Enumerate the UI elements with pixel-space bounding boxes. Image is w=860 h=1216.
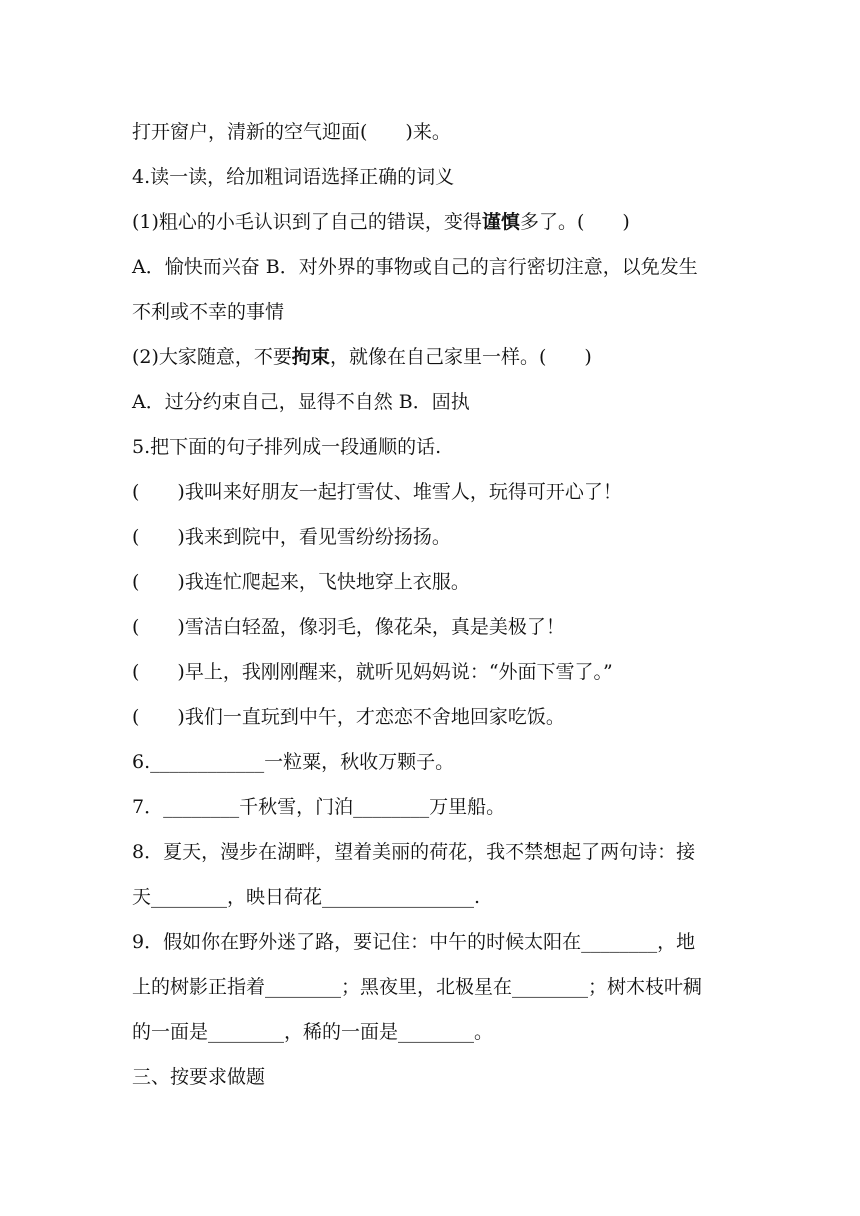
line-window-air: 打开窗户，清新的空气迎面( )来。 (132, 121, 451, 143)
question-8-line-2: 天________，映日荷花________________. (132, 886, 481, 908)
question-8-line-1: 8．夏天，漫步在湖畔，望着美丽的荷花，我不禁想起了两句诗：接 (132, 841, 696, 863)
question-4-1-options-cont: 不利或不幸的事情 (132, 301, 285, 323)
question-5-sentence-6: ( )我们一直玩到中午，才恋恋不舍地回家吃饭。 (132, 706, 565, 728)
question-5-sentence-1: ( )我叫来好朋友一起打雪仗、堆雪人，玩得可开心了！ (132, 481, 622, 503)
question-5-sentence-2: ( )我来到院中，看见雪纷纷扬扬。 (132, 526, 451, 548)
question-4-1-bold-word: 谨慎 (481, 211, 520, 233)
question-4-1-options: A．愉快而兴奋 B．对外界的事物或自己的言行密切注意，以免发生 (132, 256, 698, 278)
question-5-sentence-3: ( )我连忙爬起来，飞快地穿上衣服。 (132, 571, 470, 593)
question-4-1-prefix: (1)粗心的小毛认识到了自己的错误，变得 (132, 211, 482, 233)
question-4-2-prefix: (2)大家随意，不要 (132, 346, 292, 368)
question-9-line-3: 的一面是________，稀的一面是________。 (132, 1021, 494, 1043)
worksheet-page (132, 110, 732, 1100)
question-4-2-options: A．过分约束自己，显得不自然 B．固执 (132, 391, 470, 413)
question-5-sentence-5: ( )早上，我刚刚醒来，就听见妈妈说：“外面下雪了。” (132, 661, 613, 683)
question-9-line-2: 上的树影正指着________；黑夜里，北极星在________；树木枝叶稠 (132, 976, 703, 998)
section-3-heading: 三、按要求做题 (132, 1066, 266, 1088)
question-4-1-suffix: 多了。( ) (519, 211, 630, 233)
question-4-1 (132, 200, 732, 245)
question-4-2 (132, 335, 732, 380)
question-4-2-suffix: ，就像在自己家里一样。( ) (329, 346, 592, 368)
question-9-line-1: 9．假如你在野外迷了路，要记住：中午的时候太阳在________，地 (132, 931, 696, 953)
question-4-title: 4.读一读，给加粗词语选择正确的词义 (132, 166, 455, 188)
question-5-sentence-4: ( )雪洁白轻盈，像羽毛，像花朵，真是美极了！ (132, 616, 565, 638)
question-7: 7．________千秋雪，门泊________万里船。 (132, 796, 506, 818)
question-5-title: 5.把下面的句子排列成一段通顺的话. (132, 436, 442, 458)
question-4-2-bold-word: 拘束 (291, 346, 330, 368)
question-6: 6.____________一粒粟，秋收万颗子。 (132, 751, 455, 773)
